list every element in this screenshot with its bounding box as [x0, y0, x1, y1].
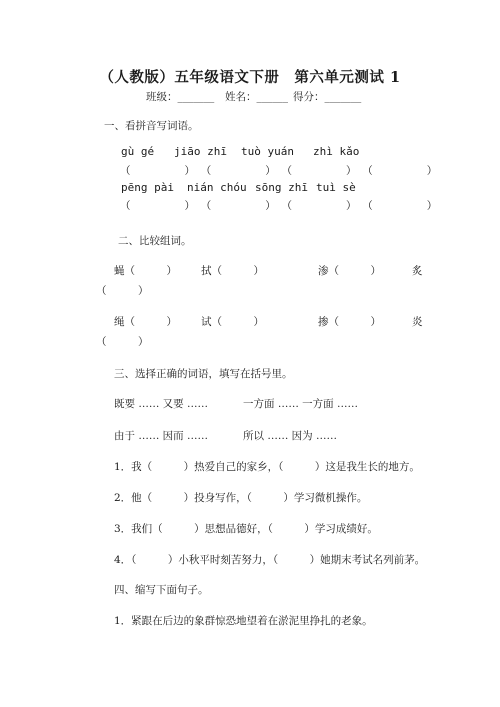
pinyin-item: tuì sè	[316, 181, 356, 194]
compare-item[interactable]: 掺（ ）	[318, 316, 381, 328]
pinyin-item: nián chóu	[187, 181, 247, 194]
pinyin-item: zhì kǎo	[313, 145, 360, 158]
compare-item[interactable]: 渗（ ）	[318, 265, 381, 277]
pinyin-item: sōng zhī	[255, 181, 308, 194]
pinyin-item: pēng pài	[121, 181, 174, 194]
answer-brackets-row-1[interactable]: （ ）（ ）（ ）（ ）	[120, 165, 449, 177]
pinyin-item: jiāo zhī	[174, 145, 227, 158]
page-title: （人教版）五年级语文下册 第六单元测试 1	[99, 69, 401, 86]
section-2-heading: 二、比较组词。	[118, 235, 192, 247]
compare-item: 炎	[412, 316, 423, 328]
score-field[interactable]: 得分：_______	[293, 91, 362, 103]
choice-option: 由于 …… 因而 ……	[114, 430, 209, 442]
choice-option: 一方面 …… 一方面 ……	[243, 398, 359, 410]
fill-question[interactable]: 3．我们（ ）思想品德好，（ ）学习成绩好。	[114, 523, 378, 535]
answer-brackets-row-2[interactable]: （ ）（ ）（ ）（ ）	[120, 200, 449, 212]
fill-question[interactable]: 4．（ ）小秋平时刻苦努力，（ ）她期末考试名列前茅。	[114, 554, 426, 566]
compare-item[interactable]: 试（ ）	[201, 316, 264, 328]
class-field[interactable]: 班级：_______	[146, 91, 215, 103]
compare-item[interactable]: 蝇（ ）	[114, 265, 177, 277]
section-1-heading: 一、看拼音写词语。	[104, 120, 199, 132]
pinyin-item: gù gé	[121, 145, 155, 158]
choice-option: 所以 …… 因为 ……	[243, 430, 338, 442]
compare-item[interactable]: 绳（ ）	[114, 316, 177, 328]
section-3-heading: 三、选择正确的词语，填写在括号里。	[114, 368, 293, 380]
pinyin-item: tuò yuán	[241, 145, 294, 158]
shorten-question: 1．紧跟在后边的象群惊恐地望着在淤泥里挣扎的老象。	[114, 615, 373, 627]
compare-item: 炙	[412, 265, 423, 277]
choice-option: 既要 …… 又要 ……	[114, 398, 209, 410]
section-4-heading: 四、缩写下面句子。	[114, 584, 209, 596]
fill-question[interactable]: 1．我（ ）热爱自己的家乡，（ ）这是我生长的地方。	[114, 461, 420, 473]
compare-item[interactable]: 拭（ ）	[201, 265, 264, 277]
compare-item-tail[interactable]: （ ）	[96, 285, 149, 297]
fill-question[interactable]: 2．他（ ）投身写作，（ ）学习微机操作。	[114, 492, 368, 504]
name-field[interactable]: 姓名：______	[225, 91, 288, 103]
compare-item-tail[interactable]: （ ）	[96, 336, 149, 348]
